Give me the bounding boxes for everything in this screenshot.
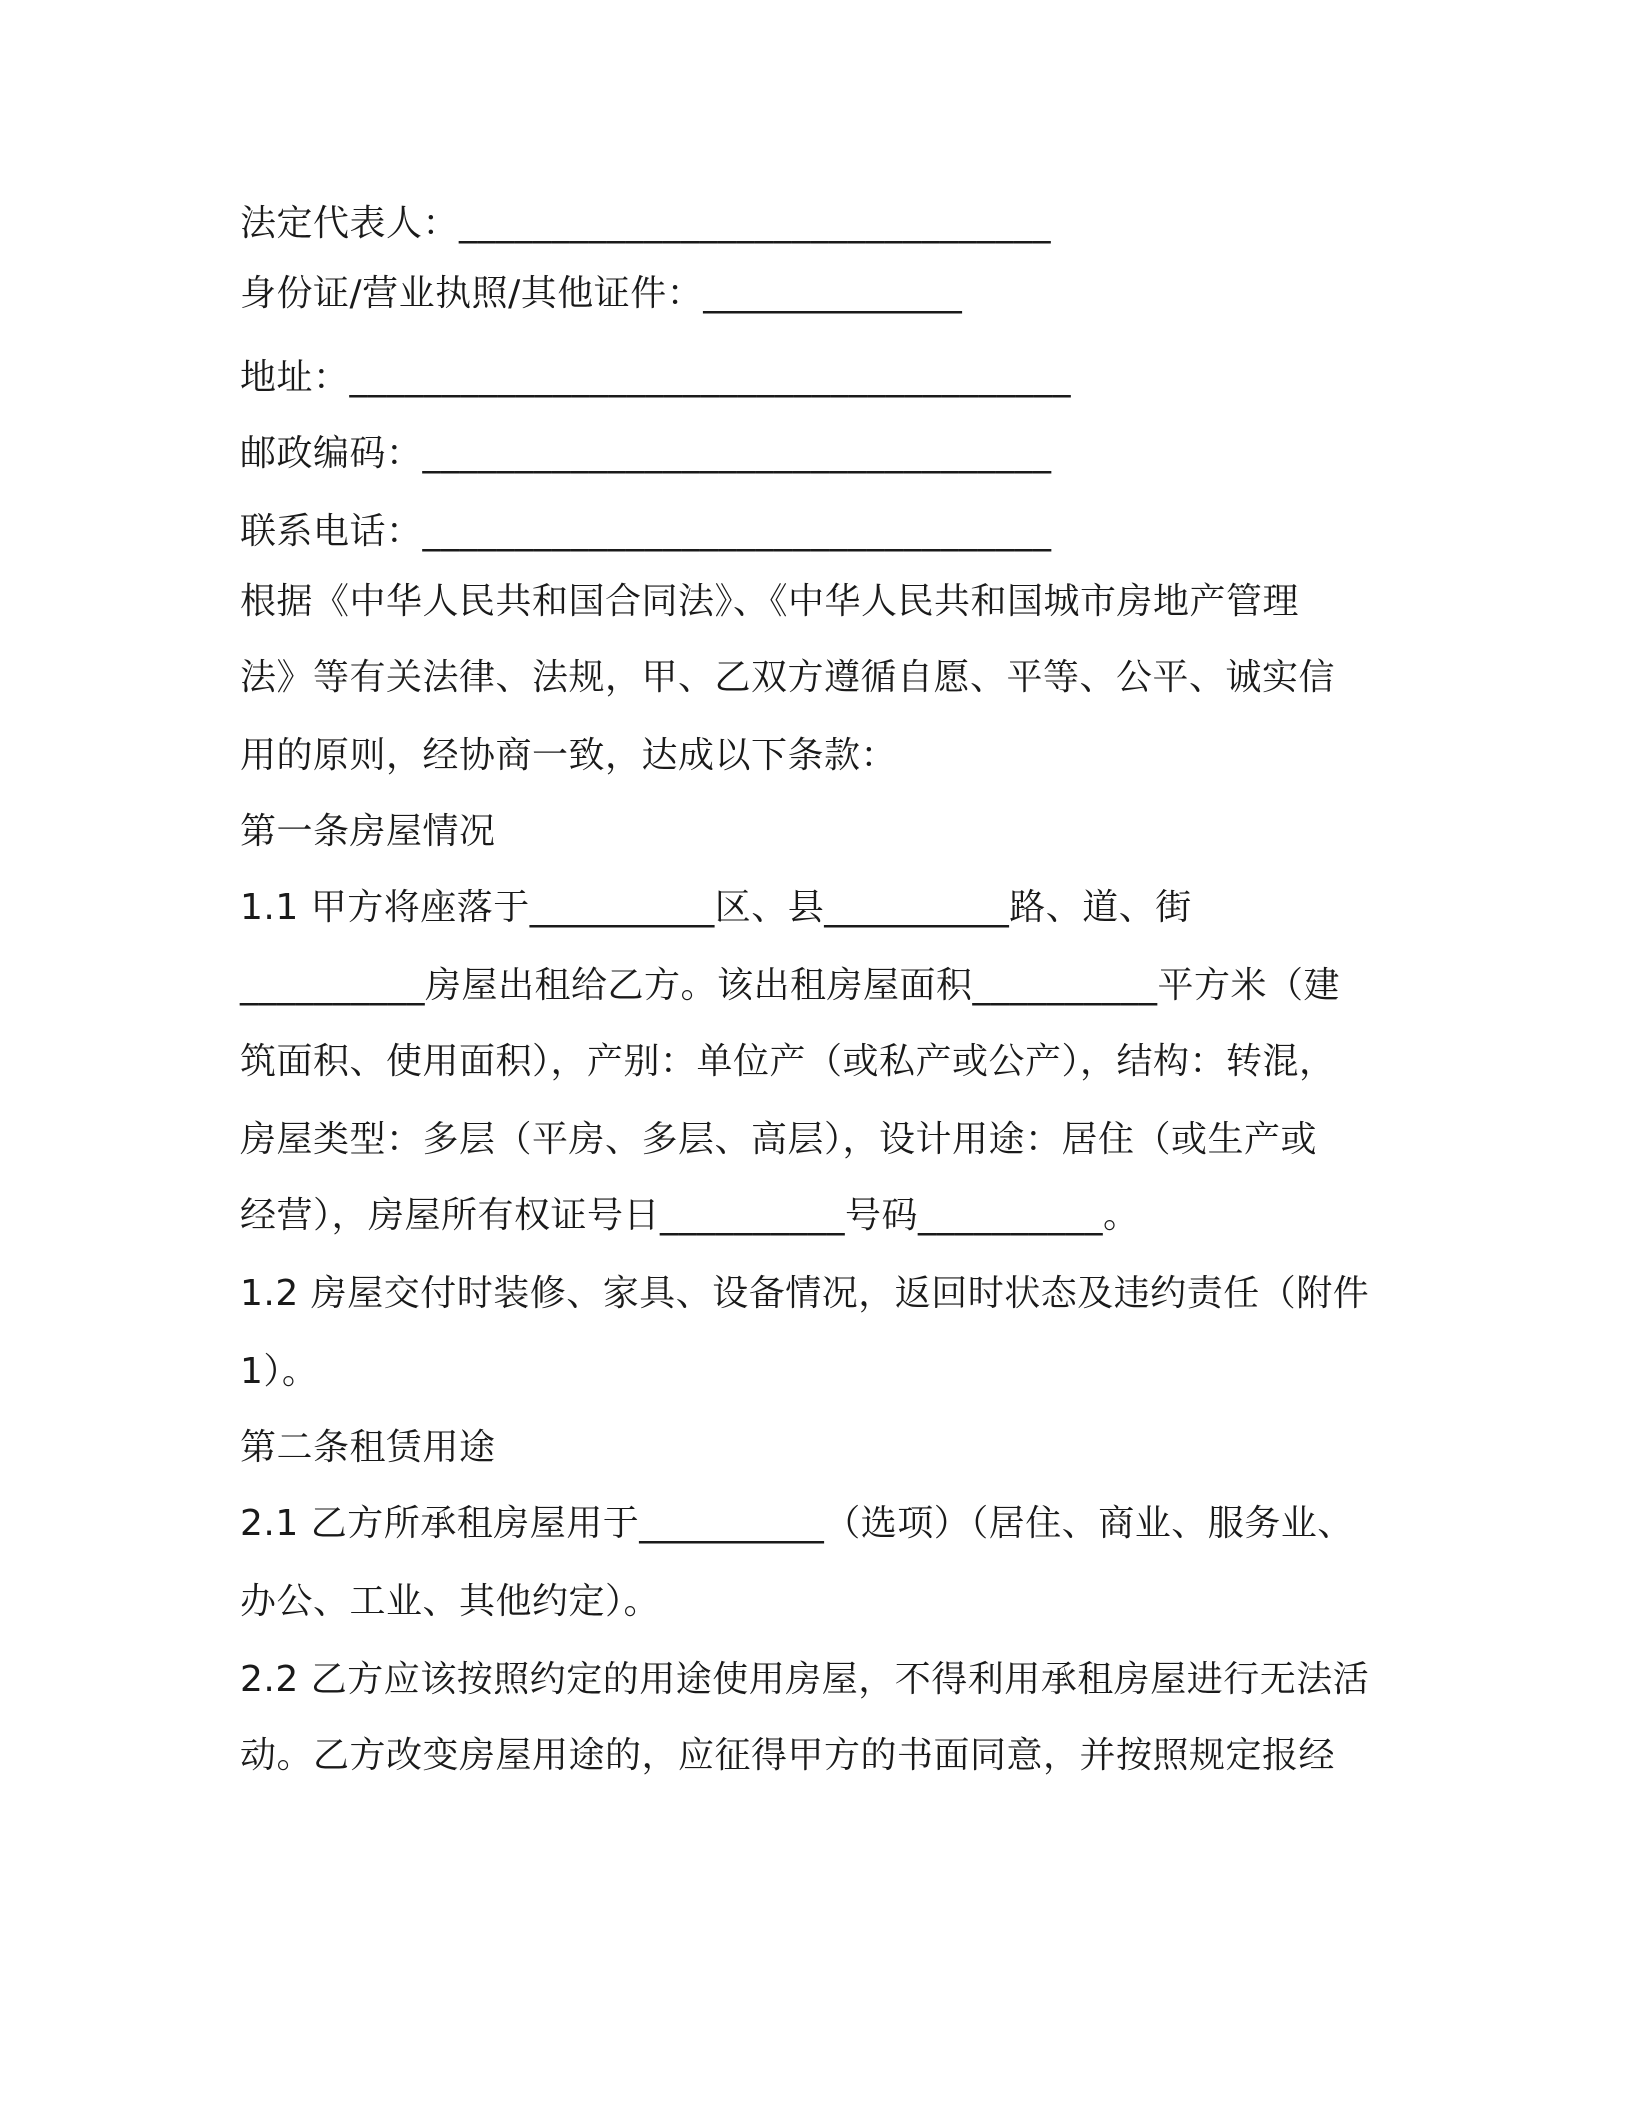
- clause-1-2-line: 1.2 房屋交付时装修、家具、设备情况，返回时状态及违约责任（附件: [240, 1273, 1370, 1314]
- clause-1-1-line: __________房屋出租给乙方。该出租房屋面积__________平方米（建: [240, 965, 1341, 1006]
- id-certificate-field: 身份证/营业执照/其他证件：______________: [240, 273, 963, 314]
- clause-1-2-line: 1）。: [240, 1351, 319, 1392]
- clause-1-1-line: 筑面积、使用面积），产别：单位产（或私产或公产），结构：转混，: [240, 1041, 1336, 1082]
- clause-1-1-line: 房屋类型：多层（平房、多层、高层），设计用途：居住（或生产或: [240, 1119, 1318, 1160]
- phone-field: 联系电话：__________________________________: [240, 511, 1052, 552]
- clause-2-1-line: 2.1 乙方所承租房屋用于__________（选项）（居住、商业、服务业、: [240, 1503, 1354, 1544]
- article-1-title: 第一条房屋情况: [240, 811, 496, 852]
- preamble-line: 法》等有关法律、法规，甲、乙双方遵循自愿、平等、公平、诚实信: [240, 657, 1336, 698]
- clause-1-1-line: 1.1 甲方将座落于__________区、县__________路、道、街: [240, 887, 1192, 928]
- article-2-title: 第二条租赁用途: [240, 1427, 496, 1468]
- legal-representative-field: 法定代表人：________________________________: [240, 203, 1052, 244]
- clause-1-1-line: 经营），房屋所有权证号日__________号码__________。: [240, 1195, 1140, 1236]
- postcode-field: 邮政编码：__________________________________: [240, 433, 1052, 474]
- clause-2-2-line: 动。乙方改变房屋用途的，应征得甲方的书面同意，并按照规定报经: [240, 1735, 1336, 1776]
- preamble-line: 用的原则，经协商一致，达成以下条款：: [240, 735, 898, 776]
- preamble-line: 根据《中华人民共和国合同法》、《中华人民共和国城市房地产管理: [240, 581, 1300, 622]
- address-field: 地址：_______________________________________: [240, 357, 1072, 398]
- clause-2-2-line: 2.2 乙方应该按照约定的用途使用房屋，不得利用承租房屋进行无法活: [240, 1659, 1370, 1700]
- clause-2-1-line: 办公、工业、其他约定）。: [240, 1581, 661, 1622]
